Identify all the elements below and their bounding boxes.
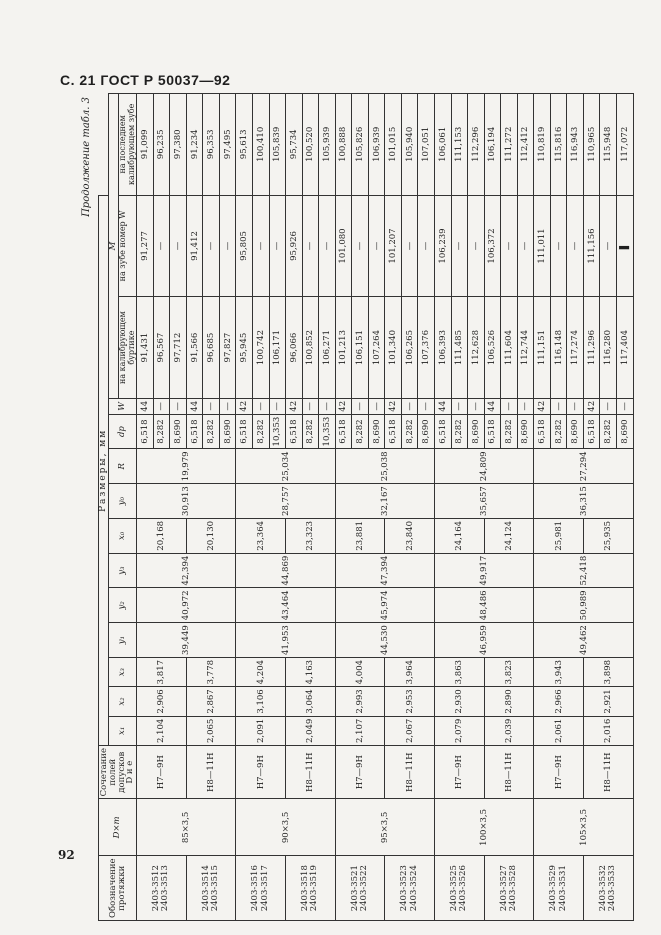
m-tooth-cell: — <box>550 195 567 297</box>
dp-cell: 8,690 <box>468 414 485 449</box>
dp-cell: 8,690 <box>517 414 534 449</box>
designation-cell <box>236 856 286 921</box>
m-last-cell: 105,940 <box>401 94 418 196</box>
m-tooth-cell: 91,412 <box>186 195 203 297</box>
w-cell: — <box>550 398 567 414</box>
m-last-cell: 111,272 <box>501 94 518 196</box>
m-calib-cell: 111,151 <box>534 297 551 399</box>
y1-cell: 49,462 <box>534 623 634 658</box>
m-last-cell: 107,051 <box>418 94 435 196</box>
col-x1: x₁ <box>109 716 137 745</box>
x3-cell: 3,943 <box>534 657 584 686</box>
x3-cell: 3,863 <box>434 657 484 686</box>
col-x2: x₂ <box>109 687 137 716</box>
w-cell: — <box>153 398 170 414</box>
y1-cell: 41,953 <box>236 623 335 658</box>
r-cell: 27,294 <box>534 449 634 484</box>
m-last-cell: 105,839 <box>269 94 286 196</box>
m-calib-cell: 111,296 <box>583 297 600 399</box>
tolerance-cell: H7—9H <box>434 746 484 799</box>
m-tooth-cell: — <box>468 195 485 297</box>
table-row <box>434 94 451 921</box>
designation-line: 2403-3512 <box>151 865 162 912</box>
r-cell: 25,034 <box>236 449 335 484</box>
tolerance-cell: H8—11H <box>286 746 336 799</box>
m-calib-cell: 112,744 <box>517 297 534 399</box>
w-cell: — <box>269 398 286 414</box>
m-last-cell: 112,296 <box>468 94 485 196</box>
designation-cell <box>484 856 534 921</box>
m-calib-cell: 95,945 <box>236 297 253 399</box>
designation-line: 2403-3516 <box>250 865 261 912</box>
dxm-cell: 95×3,5 <box>335 799 434 856</box>
m-tooth-cell: — <box>170 195 187 297</box>
dp-cell: 6,518 <box>286 414 303 449</box>
m-last-cell: 100,520 <box>302 94 319 196</box>
designation-line: 2403-3514 <box>200 865 211 912</box>
w-cell: — <box>252 398 269 414</box>
y3-cell: 49,917 <box>434 553 533 588</box>
w-cell: — <box>617 398 634 414</box>
col-dxm: D×m <box>99 799 137 856</box>
dp-cell: 8,690 <box>418 414 435 449</box>
m-last-cell: 112,412 <box>517 94 534 196</box>
y2-cell: 48,486 <box>434 588 533 623</box>
y0-cell: 36,315 <box>534 484 634 519</box>
w-cell: 42 <box>236 398 253 414</box>
designation-line: 2403-3525 <box>448 865 459 912</box>
x2-cell: 2,890 <box>484 687 534 716</box>
dp-cell: 6,518 <box>434 414 451 449</box>
x0-cell: 24,164 <box>434 518 484 553</box>
x0-cell: 25,981 <box>534 518 584 553</box>
dimensions-table <box>98 93 634 921</box>
y2-cell: 45,974 <box>335 588 434 623</box>
x1-cell: 2,049 <box>286 716 336 745</box>
w-cell: — <box>468 398 485 414</box>
m-last-cell: 95,734 <box>286 94 303 196</box>
tolerance-cell: H8—11H <box>385 746 435 799</box>
w-cell: — <box>219 398 236 414</box>
designation-line: 2403-3531 <box>557 865 568 912</box>
w-cell: — <box>401 398 418 414</box>
dp-cell: 6,518 <box>484 414 501 449</box>
m-tooth-cell: 91,277 <box>137 195 154 297</box>
col-m-group <box>109 94 137 399</box>
col-m-last: на последнем калибрующем зубе <box>118 103 136 186</box>
m-calib-cell: 117,404 <box>617 297 634 399</box>
x2-cell: 2,953 <box>385 687 435 716</box>
dp-cell: 8,690 <box>219 414 236 449</box>
m-tooth-cell: — <box>567 195 584 297</box>
x3-cell: 3,964 <box>385 657 435 686</box>
m-tooth-cell: 111,011 <box>534 195 551 297</box>
x1-cell: 2,016 <box>583 716 633 745</box>
m-calib-cell: 101,340 <box>385 297 402 399</box>
w-cell: 42 <box>583 398 600 414</box>
dp-cell: 6,518 <box>335 414 352 449</box>
m-tooth-cell: — <box>600 195 617 297</box>
dp-cell: 8,282 <box>550 414 567 449</box>
designation-cell <box>385 856 435 921</box>
m-tooth-cell: — <box>153 195 170 297</box>
x2-cell: 2,921 <box>583 687 633 716</box>
x3-cell: 4,163 <box>286 657 336 686</box>
table-row <box>236 94 253 921</box>
m-calib-cell: 100,852 <box>302 297 319 399</box>
m-calib-cell: 106,171 <box>269 297 286 399</box>
table-row <box>335 94 352 921</box>
table-body <box>137 94 634 921</box>
col-y2: y₂ <box>109 588 137 623</box>
x1-cell: 2,107 <box>335 716 385 745</box>
m-tooth-cell: — <box>352 195 369 297</box>
m-tooth-cell: — <box>501 195 518 297</box>
col-m-tooth: на зубе номер W <box>119 195 136 297</box>
m-last-cell: 117,072 <box>617 94 634 196</box>
m-last-cell: 105,826 <box>352 94 369 196</box>
dp-cell: 6,518 <box>534 414 551 449</box>
m-calib-cell: 106,271 <box>319 297 336 399</box>
dp-cell: 8,282 <box>302 414 319 449</box>
w-cell: — <box>203 398 220 414</box>
x3-cell: 3,823 <box>484 657 534 686</box>
dp-cell: 6,518 <box>236 414 253 449</box>
designation-line: 2403-3533 <box>607 865 618 912</box>
y3-cell: 52,418 <box>534 553 634 588</box>
w-cell: 42 <box>286 398 303 414</box>
m-tooth-cell: 106,372 <box>484 195 501 297</box>
m-tooth-cell: 101,080 <box>335 195 352 297</box>
rotated-table-area <box>81 93 634 921</box>
m-last-cell: 115,816 <box>550 94 567 196</box>
m-last-cell: 100,410 <box>252 94 269 196</box>
w-cell: — <box>368 398 385 414</box>
x0-cell: 25,935 <box>583 518 633 553</box>
m-last-cell: 106,061 <box>434 94 451 196</box>
m-tooth-cell: — <box>451 195 468 297</box>
m-last-cell: 116,943 <box>567 94 584 196</box>
m-last-cell: 96,235 <box>153 94 170 196</box>
m-last-cell: 101,015 <box>385 94 402 196</box>
designation-line: 2403-3515 <box>210 865 221 912</box>
col-designation: Обозначение протяжки <box>99 856 137 921</box>
col-x3: x₃ <box>109 657 137 686</box>
dp-cell: 8,690 <box>368 414 385 449</box>
col-y3: y₃ <box>109 553 137 588</box>
m-last-cell: 110,819 <box>534 94 551 196</box>
tolerance-cell: H8—11H <box>484 746 534 799</box>
dp-cell: 8,282 <box>203 414 220 449</box>
col-dp: dp <box>109 414 137 449</box>
y3-cell: 44,869 <box>236 553 335 588</box>
x1-cell: 2,067 <box>385 716 435 745</box>
designation-cell <box>434 856 484 921</box>
x2-cell: 2,867 <box>186 687 236 716</box>
m-tooth-cell: — <box>319 195 336 297</box>
m-calib-cell: 96,567 <box>153 297 170 399</box>
y1-cell: 44,530 <box>335 623 434 658</box>
x3-cell: 3,898 <box>583 657 633 686</box>
r-cell: 19,979 <box>137 449 236 484</box>
x1-cell: 2,079 <box>434 716 484 745</box>
x3-cell: 4,004 <box>335 657 385 686</box>
w-cell: 44 <box>137 398 154 414</box>
dp-cell: 6,518 <box>186 414 203 449</box>
m-last-cell: 111,153 <box>451 94 468 196</box>
w-cell: 42 <box>385 398 402 414</box>
y1-cell: 39,449 <box>137 623 236 658</box>
x2-cell: 2,966 <box>534 687 584 716</box>
dxm-cell: 85×3,5 <box>137 799 236 856</box>
m-tooth-cell: 101,207 <box>385 195 402 297</box>
m-last-cell: 91,234 <box>186 94 203 196</box>
m-calib-cell: 106,151 <box>352 297 369 399</box>
dp-cell: 6,518 <box>583 414 600 449</box>
y2-cell: 50,989 <box>534 588 634 623</box>
m-calib-cell: 107,264 <box>368 297 385 399</box>
y0-cell: 35,657 <box>434 484 533 519</box>
dp-cell: 8,282 <box>501 414 518 449</box>
x2-cell: 3,106 <box>236 687 286 716</box>
m-tooth-cell: 95,805 <box>236 195 253 297</box>
dp-cell: 8,282 <box>153 414 170 449</box>
x0-cell: 20,130 <box>186 518 236 553</box>
y0-cell: 30,913 <box>137 484 236 519</box>
m-tooth-cell: — <box>302 195 319 297</box>
w-cell: 44 <box>186 398 203 414</box>
m-calib-cell: 91,566 <box>186 297 203 399</box>
w-cell: — <box>600 398 617 414</box>
page-number: 92 <box>58 848 75 862</box>
designation-line: 2403-3519 <box>309 865 320 912</box>
x0-cell: 23,840 <box>385 518 435 553</box>
designation-cell <box>583 856 633 921</box>
x2-cell: 2,930 <box>434 687 484 716</box>
y2-cell: 40,972 <box>137 588 236 623</box>
col-tolerance: Сочетание полей допусков D и e <box>99 746 137 799</box>
m-tooth-cell: — <box>219 195 236 297</box>
y2-cell: 43,464 <box>236 588 335 623</box>
m-calib-cell: 100,742 <box>252 297 269 399</box>
w-cell: — <box>170 398 187 414</box>
x0-cell: 24,124 <box>484 518 534 553</box>
x2-cell: 2,993 <box>335 687 385 716</box>
m-calib-cell: 111,485 <box>451 297 468 399</box>
m-calib-cell: 106,393 <box>434 297 451 399</box>
w-cell: — <box>451 398 468 414</box>
x3-cell: 3,817 <box>137 657 187 686</box>
y0-cell: 32,167 <box>335 484 434 519</box>
col-x0: x₀ <box>109 518 137 553</box>
designation-line: 2403-3522 <box>359 865 370 912</box>
col-m: M <box>109 94 119 398</box>
x0-cell: 23,881 <box>335 518 385 553</box>
x1-cell: 2,104 <box>137 716 187 745</box>
w-cell: 44 <box>434 398 451 414</box>
m-tooth-cell: — <box>269 195 286 297</box>
r-cell: 24,809 <box>434 449 533 484</box>
table-caption: Продолжение табл. 3 <box>81 97 92 217</box>
dp-cell: 8,690 <box>170 414 187 449</box>
m-calib-cell: 117,274 <box>567 297 584 399</box>
dp-cell: 8,282 <box>252 414 269 449</box>
w-cell: 44 <box>484 398 501 414</box>
x0-cell: 23,364 <box>236 518 286 553</box>
col-r: R <box>109 449 137 484</box>
m-last-cell: 97,495 <box>219 94 236 196</box>
m-calib-cell: 111,604 <box>501 297 518 399</box>
designation-cell <box>534 856 584 921</box>
col-y0: y₀ <box>109 484 137 519</box>
tolerance-cell: H7—9H <box>137 746 187 799</box>
w-cell: — <box>319 398 336 414</box>
designation-line: 2403-3524 <box>408 865 419 912</box>
col-w: W <box>109 398 137 414</box>
m-calib-cell: 116,148 <box>550 297 567 399</box>
x0-cell: 23,323 <box>286 518 336 553</box>
dp-cell: 10,353 <box>319 414 336 449</box>
m-tooth-cell: — <box>418 195 435 297</box>
x1-cell: 2,061 <box>534 716 584 745</box>
m-calib-cell: 106,265 <box>401 297 418 399</box>
w-cell: 42 <box>534 398 551 414</box>
designation-line: 2403-3529 <box>548 865 559 912</box>
designation-line: 2403-3532 <box>598 865 609 912</box>
m-tooth-cell: — <box>401 195 418 297</box>
col-y1: y₁ <box>109 623 137 658</box>
tolerance-cell: H7—9H <box>236 746 286 799</box>
designation-cell <box>286 856 336 921</box>
w-cell: — <box>302 398 319 414</box>
m-tooth-cell: — <box>203 195 220 297</box>
w-cell: — <box>567 398 584 414</box>
y3-cell: 47,394 <box>335 553 434 588</box>
m-last-cell: 100,888 <box>335 94 352 196</box>
designation-line: 2403-3528 <box>507 865 518 912</box>
m-calib-cell: 116,280 <box>600 297 617 399</box>
m-last-cell: 115,948 <box>600 94 617 196</box>
w-cell: — <box>352 398 369 414</box>
col-m-calib: на калибрующем буртике <box>119 296 136 398</box>
m-calib-cell: 91,431 <box>137 297 154 399</box>
w-cell: — <box>501 398 518 414</box>
tolerance-cell: H7—9H <box>534 746 584 799</box>
col-sizes: Размеры, мм <box>99 195 109 745</box>
x3-cell: 4,204 <box>236 657 286 686</box>
m-last-cell: 97,380 <box>170 94 187 196</box>
dxm-cell: 100×3,5 <box>434 799 533 856</box>
designation-cell <box>137 856 187 921</box>
x2-cell: 2,906 <box>137 687 187 716</box>
dp-cell: 6,518 <box>137 414 154 449</box>
designation-line: 2403-3513 <box>160 865 171 912</box>
page-header: С. 21 ГОСТ Р 50037—92 <box>60 72 231 88</box>
x1-cell: 2,065 <box>186 716 236 745</box>
m-calib-cell: 107,376 <box>418 297 435 399</box>
m-last-cell: 106,194 <box>484 94 501 196</box>
m-tooth-cell: 95,926 <box>286 195 303 297</box>
x2-cell: 3,064 <box>286 687 336 716</box>
designation-cell <box>335 856 385 921</box>
dp-cell: 8,282 <box>451 414 468 449</box>
m-last-cell: 96,353 <box>203 94 220 196</box>
dp-cell: 8,282 <box>352 414 369 449</box>
m-last-cell: 95,613 <box>236 94 253 196</box>
designation-line: 2403-3517 <box>259 865 270 912</box>
m-last-cell: 106,939 <box>368 94 385 196</box>
m-tooth-cell: — <box>368 195 385 297</box>
designation-line: 2403-3521 <box>349 865 360 912</box>
m-calib-cell: 96,066 <box>286 297 303 399</box>
m-tooth-cell: — <box>252 195 269 297</box>
designation-line: 2403-3527 <box>498 865 509 912</box>
m-last-cell: 91,099 <box>137 94 154 196</box>
tolerance-cell: H8—11H <box>583 746 633 799</box>
designation-line: 2403-3518 <box>300 865 311 912</box>
m-last-cell: 110,965 <box>583 94 600 196</box>
y1-cell: 46,959 <box>434 623 533 658</box>
tolerance-cell: H7—9H <box>335 746 385 799</box>
designation-line: 2403-3523 <box>399 865 410 912</box>
m-tooth-cell: ▌ <box>617 195 634 297</box>
m-last-cell: 105,939 <box>319 94 336 196</box>
r-cell: 25,038 <box>335 449 434 484</box>
y0-cell: 28,757 <box>236 484 335 519</box>
x3-cell: 3,778 <box>186 657 236 686</box>
dxm-cell: 90×3,5 <box>236 799 335 856</box>
dp-cell: 6,518 <box>385 414 402 449</box>
x1-cell: 2,039 <box>484 716 534 745</box>
dp-cell: 8,690 <box>567 414 584 449</box>
m-tooth-cell: 106,239 <box>434 195 451 297</box>
x1-cell: 2,091 <box>236 716 286 745</box>
table-row <box>137 94 154 921</box>
dp-cell: 8,690 <box>617 414 634 449</box>
m-tooth-cell: — <box>517 195 534 297</box>
tolerance-cell: H8—11H <box>186 746 236 799</box>
y3-cell: 42,394 <box>137 553 236 588</box>
m-tooth-cell: 111,156 <box>583 195 600 297</box>
w-cell: — <box>517 398 534 414</box>
m-calib-cell: 106,526 <box>484 297 501 399</box>
m-calib-cell: 112,628 <box>468 297 485 399</box>
w-cell: 42 <box>335 398 352 414</box>
dp-cell: 8,282 <box>600 414 617 449</box>
designation-cell <box>186 856 236 921</box>
m-calib-cell: 96,685 <box>203 297 220 399</box>
dxm-cell: 105×3,5 <box>534 799 634 856</box>
table-row <box>534 94 551 921</box>
x0-cell: 20,168 <box>137 518 187 553</box>
m-calib-cell: 97,827 <box>219 297 236 399</box>
designation-line: 2403-3526 <box>458 865 469 912</box>
w-cell: — <box>418 398 435 414</box>
m-calib-cell: 97,712 <box>170 297 187 399</box>
dp-cell: 10,353 <box>269 414 286 449</box>
m-calib-cell: 101,213 <box>335 297 352 399</box>
dp-cell: 8,282 <box>401 414 418 449</box>
